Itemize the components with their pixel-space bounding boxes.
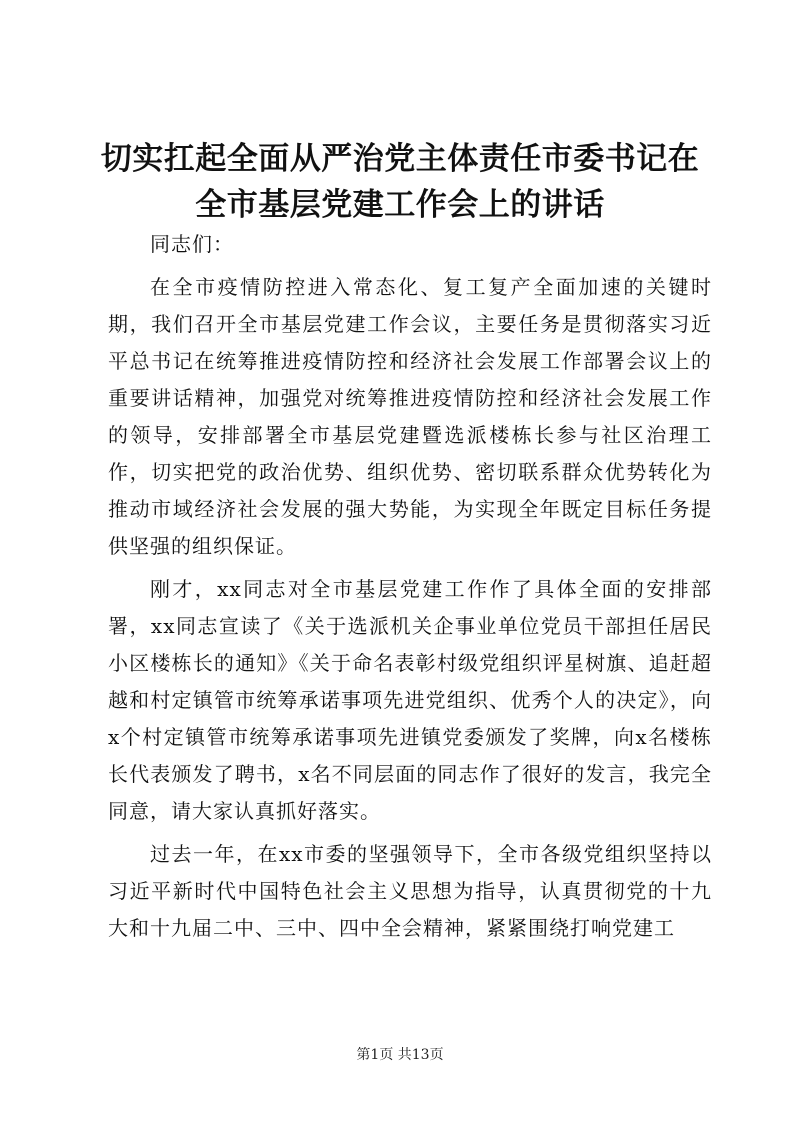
- page-number-footer: 第1页 共13页: [356, 1047, 444, 1063]
- paragraph: 刚才，xx同志对全市基层党建工作作了具体全面的安排部署，xx同志宣读了《关于选派机关企事业单位党员干部担任居民小区楼栋长的通知》《关于命名表彰村级党组织评星树旗、追赶超越和村定镇管市统筹承诺事项先进党组织、优秀个人的决定》，向x个村定镇管市统筹承诺事项先进镇党委颁发了奖牌，向x名楼栋长代表颁发了聘书，x名不同层面的同志作了很好的发言，我完全同意，请大家认真抓好落实。: [108, 577, 712, 823]
- document-title: 切实扛起全面从严治党主体责任市委书记在全市基层党建工作会上的讲话: [100, 141, 700, 223]
- paragraph: 在全市疫情防控进入常态化、复工复产全面加速的关键时期，我们召开全市基层党建工作会议，主要任务是贯彻落实习近平总书记在统筹推进疫情防控和经济社会发展工作部署会议上的重要讲话精神，加强党对统筹推进疫情防控和经济社会发展工作的领导，安排部署全市基层党建暨选派楼栋长参与社区治理工作，切实把党的政治优势、组织优势、密切联系群众优势转化为推动市域经济社会发展的强大势能，为实现全年既定目标任务提供坚强的组织保证。: [108, 275, 712, 558]
- document-body: [108, 226, 712, 953]
- paragraph: 过去一年，在xx市委的坚强领导下，全市各级党组织坚持以习近平新时代中国特色社会主义思想为指导，认真贯彻党的十九大和十九届二中、三中、四中全会精神，紧紧围绕打响党建工: [108, 842, 712, 940]
- salutation: 同志们：: [150, 232, 234, 256]
